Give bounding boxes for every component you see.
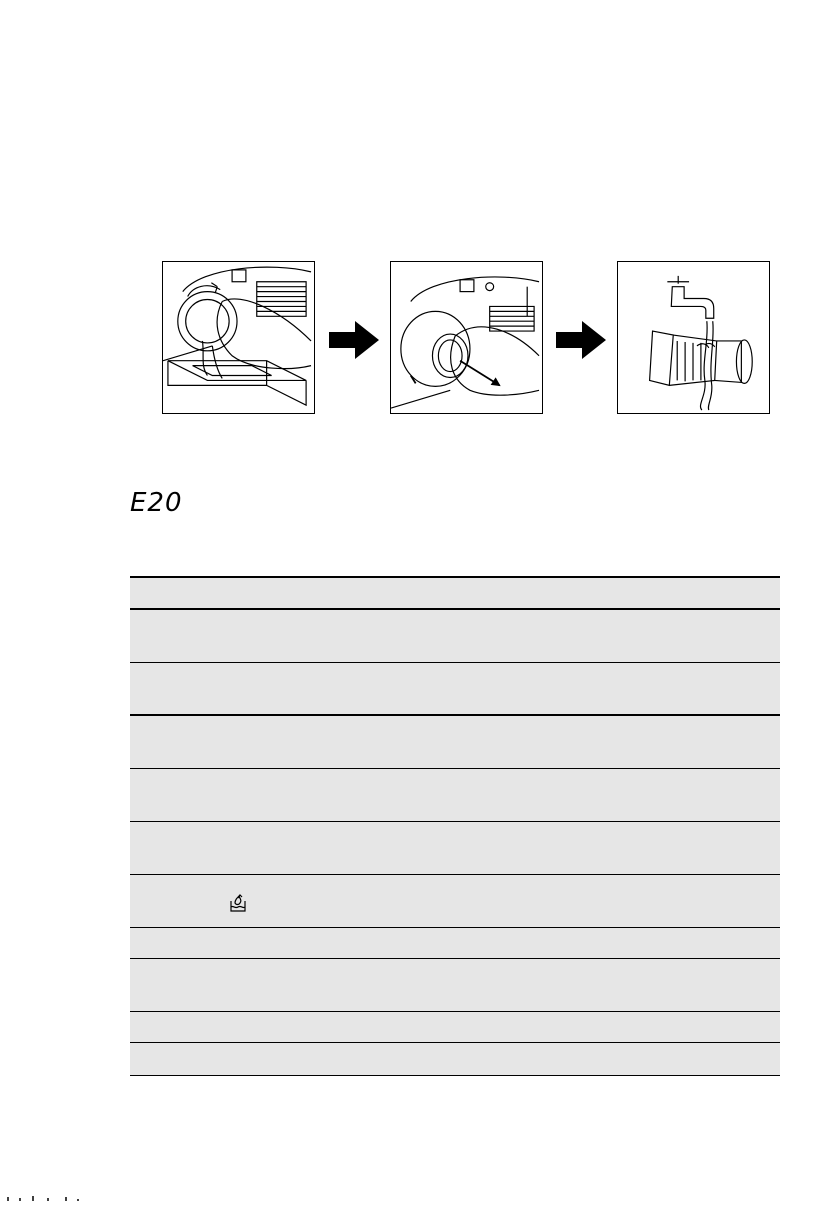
table-row [130,875,780,928]
error-table [130,576,780,1076]
page-edge-marks [0,1186,90,1192]
column-separator [418,769,419,821]
right-arrow-icon [329,321,379,363]
column-separator [418,822,419,874]
error-code: E20 [130,488,183,518]
column-separator [418,663,419,714]
table-row [130,716,780,769]
drain-filter-remove-illustration [390,261,543,414]
water-drain-icon [228,893,248,917]
column-separator [418,578,419,608]
column-separator [418,959,419,1011]
column-separator [418,1012,419,1042]
table-row [130,1043,780,1076]
table-row [130,959,780,1012]
drain-filter-unscrew-illustration [162,261,315,414]
table-row [130,769,780,822]
table-row [130,822,780,875]
column-separator [418,1043,419,1075]
column-separator [418,610,419,662]
column-separator [418,875,419,927]
column-separator [418,716,419,768]
table-header-row [130,576,780,610]
table-row [130,663,780,716]
right-arrow-icon [556,321,606,363]
table-row [130,928,780,959]
table-row [130,1012,780,1043]
table-row [130,610,780,663]
column-separator [418,928,419,958]
filter-rinse-under-tap-illustration [617,261,770,414]
